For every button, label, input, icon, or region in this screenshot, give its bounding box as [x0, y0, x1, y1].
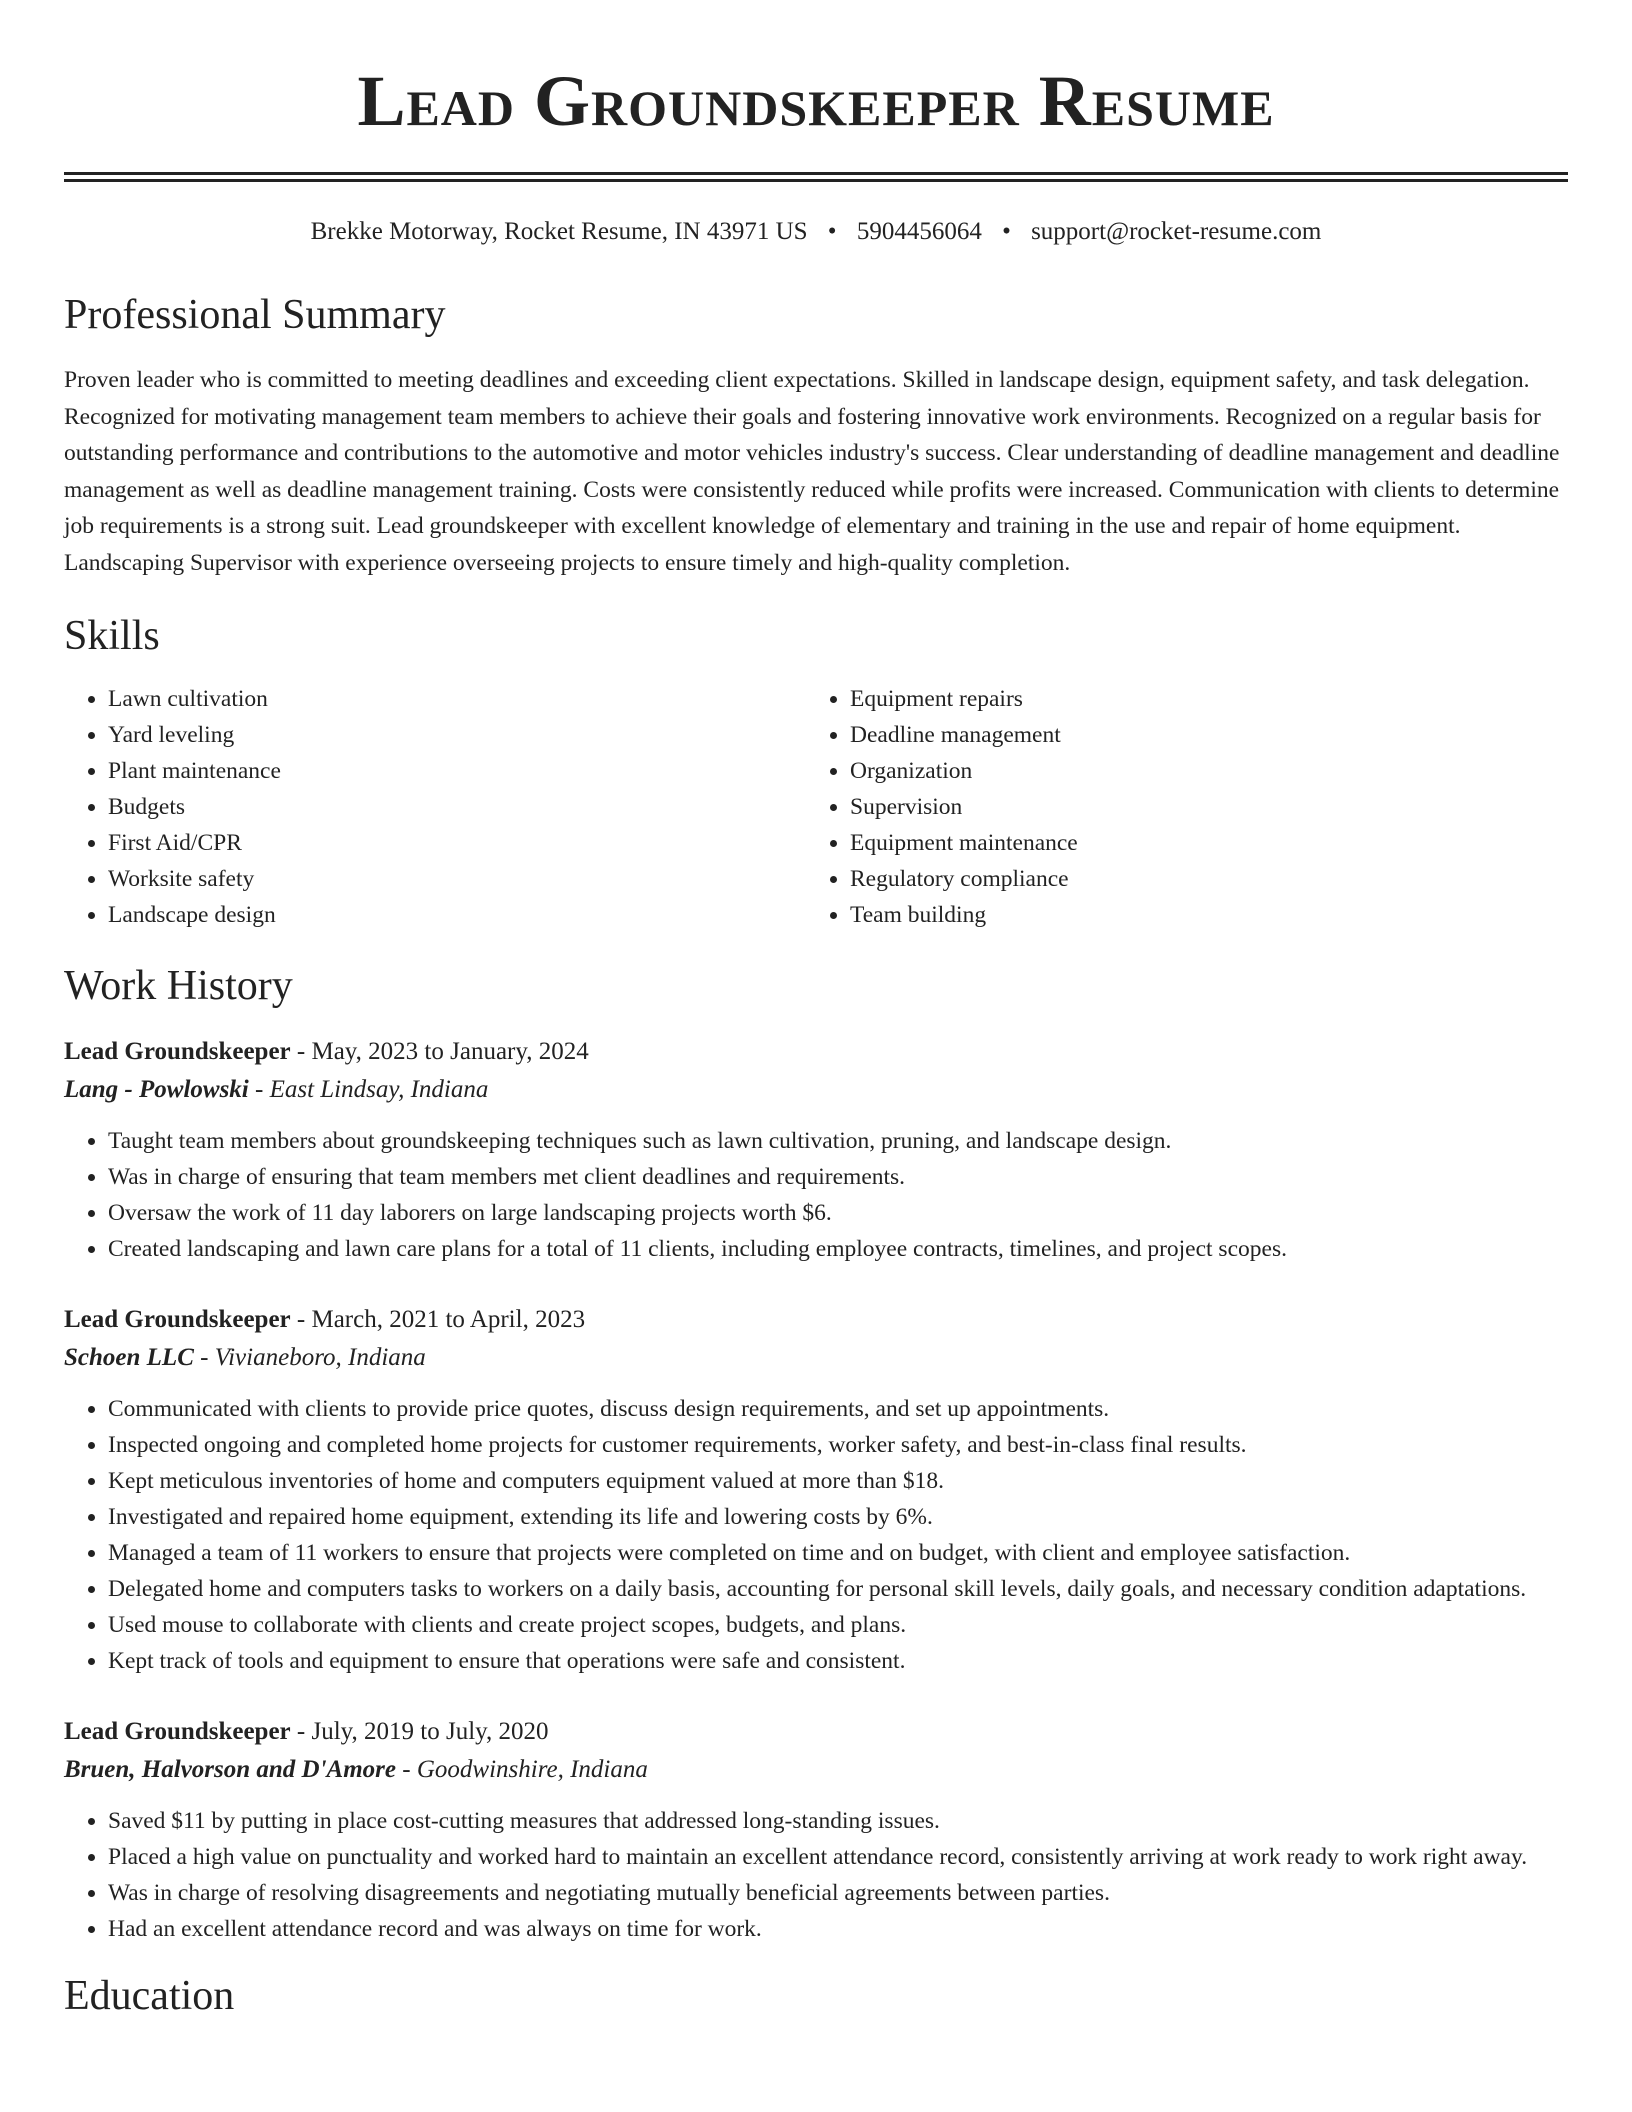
- skill-item: • Regulatory compliance: [850, 861, 1548, 897]
- job-company: Bruen, Halvorson and D'Amore: [64, 1756, 397, 1783]
- skill-item: • First Aid/CPR: [108, 825, 806, 861]
- contact-phone: 5904456064: [856, 218, 982, 245]
- job-bullet: • Managed a team of 11 workers to ensure that projects were completed on time and on budget, with client and employee satisfaction.: [108, 1535, 1568, 1571]
- job-title: Lead Groundskeeper: [64, 1718, 291, 1745]
- job-header: [64, 1301, 1568, 1339]
- job-bullet: • Was in charge of resolving disagreements and negotiating mutually beneficial agreements between parties.: [108, 1875, 1568, 1911]
- skill-item: • Budgets: [108, 789, 806, 825]
- resume-title: Lead Groundskeeper Resume: [357, 61, 1275, 141]
- job-dates: - May, 2023 to January, 2024: [290, 1038, 589, 1065]
- job-bullet: • Delegated home and computers tasks to workers on a daily basis, accounting for personal skill levels, daily goals, and necessary condition adaptations.: [108, 1571, 1568, 1607]
- job-bullet: • Inspected ongoing and completed home projects for customer requirements, worker safety, and best-in-class final results.: [108, 1427, 1568, 1463]
- job-bullet: • Oversaw the work of 11 day laborers on large landscaping projects worth $6.: [108, 1195, 1568, 1231]
- job-bullet: • Investigated and repaired home equipment, extending its life and lowering costs by 6%.: [108, 1499, 1568, 1535]
- job-bullet: • Placed a high value on punctuality and worked hard to maintain an excellent attendance record, consistently arriving at work ready to work right away.: [108, 1839, 1568, 1875]
- job-bullets: [64, 1803, 1568, 1947]
- job-company: Schoen LLC: [64, 1344, 194, 1371]
- skill-item: • Yard leveling: [108, 717, 806, 753]
- job-entry: [64, 1301, 1568, 1679]
- skill-item: • Equipment repairs: [850, 681, 1548, 717]
- skill-item: • Team building: [850, 897, 1548, 933]
- job-company: Lang - Powlowski: [64, 1076, 249, 1103]
- job-bullet: • Kept meticulous inventories of home and computers equipment valued at more than $18.: [108, 1463, 1568, 1499]
- education-heading: Education: [64, 1973, 235, 2019]
- contact-separator: •: [1002, 218, 1011, 245]
- contact-email: support@rocket-resume.com: [1031, 218, 1322, 245]
- job-title: Lead Groundskeeper: [64, 1306, 291, 1333]
- job-entry: [64, 1033, 1568, 1267]
- job-location: - Goodwinshire, Indiana: [396, 1756, 648, 1783]
- skill-item: • Landscape design: [108, 897, 806, 933]
- job-title: Lead Groundskeeper: [64, 1038, 291, 1065]
- job-entry: [64, 1713, 1568, 1947]
- job-bullet: • Taught team members about groundskeeping techniques such as lawn cultivation, pruning, and landscape design.: [108, 1123, 1568, 1159]
- work-history-heading: Work History: [64, 963, 293, 1009]
- skill-item: • Deadline management: [850, 717, 1548, 753]
- title-divider: [64, 172, 1568, 182]
- summary-text: Proven leader who is committed to meeting deadlines and exceeding client expectations. Skilled in landscape design, equipment safety, and task delegation. Recognized for motivating management team members to achieve their goals and fostering innovative work environments. Recognized on a regular basis for outstanding performance and contributions to the automotive and motor vehicles industry's success. Clear understanding of deadline management and deadline management as well as deadline management training. Costs were consistently reduced while profits were increased. Communication with clients to determine job requirements is a strong suit. Lead groundskeeper with excellent knowledge of elementary and training in the use and repair of home equipment. Landscaping Supervisor with experience overseeing projects to ensure timely and high-quality completion.: [64, 367, 1560, 576]
- job-employer: [64, 1339, 1568, 1377]
- job-dates: - March, 2021 to April, 2023: [290, 1306, 586, 1333]
- job-employer: [64, 1751, 1568, 1789]
- job-bullet: • Was in charge of ensuring that team members met client deadlines and requirements.: [108, 1159, 1568, 1195]
- contact-line: [64, 216, 1568, 248]
- skills-column-left: [64, 681, 806, 933]
- job-bullets: [64, 1391, 1568, 1679]
- job-bullet: • Had an excellent attendance record and was always on time for work.: [108, 1911, 1568, 1947]
- job-bullet: • Used mouse to collaborate with clients and create project scopes, budgets, and plans.: [108, 1607, 1568, 1643]
- job-bullet: • Communicated with clients to provide price quotes, discuss design requirements, and set up appointments.: [108, 1391, 1568, 1427]
- job-header: [64, 1033, 1568, 1071]
- job-bullet: • Kept track of tools and equipment to ensure that operations were safe and consistent.: [108, 1643, 1568, 1679]
- skill-item: • Organization: [850, 753, 1548, 789]
- skill-item: • Lawn cultivation: [108, 681, 806, 717]
- job-bullets: [64, 1123, 1568, 1267]
- summary-heading: Professional Summary: [64, 292, 446, 338]
- skill-item: • Supervision: [850, 789, 1548, 825]
- job-employer: [64, 1071, 1568, 1109]
- skill-item: • Equipment maintenance: [850, 825, 1548, 861]
- contact-separator: •: [827, 218, 837, 245]
- skills-list: [64, 681, 1568, 933]
- skill-item: • Worksite safety: [108, 861, 806, 897]
- job-bullet: • Saved $11 by putting in place cost-cutting measures that addressed long-standing issues.: [108, 1803, 1568, 1839]
- skills-column-right: [806, 681, 1548, 933]
- skills-heading: Skills: [64, 613, 160, 659]
- skill-item: • Plant maintenance: [108, 753, 806, 789]
- job-location: - Vivianeboro, Indiana: [193, 1344, 426, 1371]
- contact-address: Brekke Motorway, Rocket Resume, IN 43971 US: [310, 218, 808, 245]
- job-dates: - July, 2019 to July, 2020: [290, 1718, 549, 1745]
- job-header: [64, 1713, 1568, 1751]
- job-location: - East Lindsay, Indiana: [248, 1076, 489, 1103]
- job-bullet: • Created landscaping and lawn care plans for a total of 11 clients, including employee contracts, timelines, and project scopes.: [108, 1231, 1568, 1267]
